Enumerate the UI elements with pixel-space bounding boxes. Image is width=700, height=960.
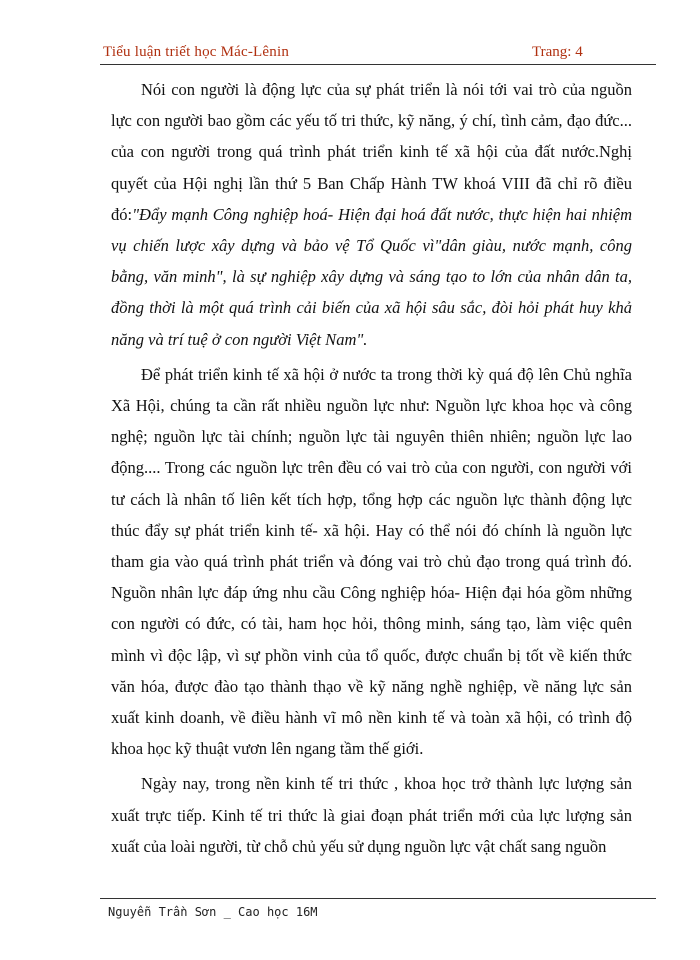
page-header (100, 42, 656, 65)
paragraph-1-intro: Nói con người là động lực của sự phát triển là nói tới vai trò của nguồn lực con người bao gồm các yếu tố tri thức, kỹ năng, ý chí, tình cảm, đạo đức... của con người trong quá trình phát triển kinh tế xã hội của đất nước.Nghị quyết của Hội nghị lần thứ 5 Ban Chấp Hành TW khoá VIII đã chỉ rõ điều đó: (111, 80, 632, 224)
resolution-quote: "Đẩy mạnh Công nghiệp hoá- Hiện đại hoá đất nước, thực hiện hai nhiệm vụ chiến lược xây dựng và bảo vệ Tổ Quốc vì"dân giàu, nước mạnh, công bằng, văn minh", là sự nghiệp xây dựng và sáng tạo to lớn của nhân dân ta, đồng thời là một quá trình cải biến của xã hội sâu sắc, đòi hỏi phát huy khả năng và trí tuệ ở con người Việt Nam". (111, 204, 632, 349)
page-number: Trang: 4 (532, 44, 583, 60)
paragraph-3: Ngày nay, trong nền kinh tế tri thức , khoa học trở thành lực lượng sản xuất trực tiếp. Kinh tế tri thức là giai đoạn phát triển mới của lực lượng sản xuất của loài người, từ chỗ chủ yếu sử dụng nguồn lực vật chất sang nguồn (111, 774, 632, 856)
paragraph-1 (111, 74, 632, 355)
document-body (111, 74, 632, 862)
page-footer (100, 898, 656, 919)
paragraph-2: Để phát triển kinh tế xã hội ở nước ta trong thời kỳ quá độ lên Chủ nghĩa Xã Hội, chúng ta cần rất nhiều nguồn lực như: Nguồn lực khoa học và công nghệ; nguồn lực tài chính; nguồn lực tài nguyên thiên nhiên; nguồn lực lao động.... Trong các nguồn lực trên đều có vai trò của con người, con người với tư cách là nhân tố liên kết tích hợp, tổng hợp các nguồn lực thành động lực thúc đẩy sự phát triển kinh tế- xã hội. Hay có thể nói đó chính là nguồn lực tham gia vào quá trình phát triển và đóng vai trò chủ đạo trong quá trình đó. Nguồn nhân lực đáp ứng nhu cầu Công nghiệp hóa- Hiện đại hóa gồm những con người có đức, có tài, ham học hỏi, thông minh, sáng tạo, làm việc quên mình vì độc lập, vì sự phồn vinh của tổ quốc, được chuẩn bị tốt về kiến thức văn hóa, được đào tạo thành thạo về kỹ năng nghề nghiệp, về năng lực sản xuất kinh doanh, về điều hành vĩ mô nền kinh tế và toàn xã hội, có trình độ khoa học kỹ thuật vươn lên ngang tầm thế giới. (111, 364, 632, 759)
document-title: Tiểu luận triết học Mác-Lênin (103, 44, 290, 60)
footer-author: Nguyễn Trần Sơn _ Cao học 16M (108, 905, 318, 919)
